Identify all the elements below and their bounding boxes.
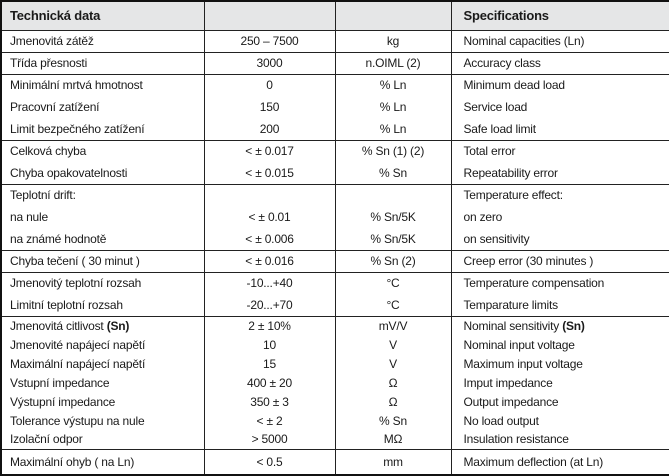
cell-unit: % Sn [335,162,451,184]
cell-czech-label: Chyba opakovatelnosti [10,165,128,180]
cell-english-label: Maximum deflection (at Ln) [451,449,669,475]
cell-english-label: Nominal sensitivity (Sn) [451,316,669,335]
cell-english-label: Repeatability error [451,162,669,184]
cell-unit: V [335,335,451,354]
table-row [1,294,669,316]
cell-czech-label: Pracovní zatížení [10,100,100,114]
cell-value: 10 [204,335,335,354]
cell-czech-label: Jmenovité napájecí napětí [10,337,146,352]
cell-czech-label: Teplotní drift: [1,184,204,206]
table-row [1,354,669,373]
cell-value: < 0.5 [204,449,335,475]
cell-czech-label: Vstupní impedance [10,375,110,390]
table-row [1,228,669,250]
cell-english-label: Insulation resistance [451,430,669,449]
table-row [1,52,669,74]
cell-czech-label: Minimální mrtvá hmotnost [1,74,204,96]
cell-value: 200 [204,118,335,140]
cell-unit: °C [335,294,451,316]
cell-english-label: Nominal capacities (Ln) [451,30,669,52]
table-row [1,272,669,294]
cell-english-label: on sensitivity [451,228,669,250]
table-row [1,392,669,411]
cell-unit: mm [335,449,451,475]
table-row [1,118,669,140]
cell-english-label: Temparature limits [451,294,669,316]
cell-czech-label: na známé hodnotě [10,231,107,246]
cell-unit: kg [335,30,451,52]
cell-unit: % Sn/5K [335,228,451,250]
cell-czech-label: na nule [10,210,48,224]
cell-value: < ± 0.016 [204,250,335,272]
cell-value: < ± 0.006 [204,228,335,250]
cell-english-label: Service load [451,96,669,118]
table-row [1,140,669,162]
header-row [1,1,669,30]
cell-czech-label: Limitní teplotní rozsah [10,297,123,312]
cell-czech-label: Maximální napájecí napětí [10,356,146,371]
table-row [1,316,669,335]
cell-english-label: on zero [451,206,669,228]
cell-english-label: Accuracy class [451,52,669,74]
table-row [1,411,669,430]
cell-unit: % Ln [335,118,451,140]
cell-czech-label: Jmenovitá zátěž [1,30,204,52]
table-row [1,335,669,354]
cell-unit: V [335,354,451,373]
cell-value: 250 – 7500 [204,30,335,52]
cell-english-label: Maximum input voltage [451,354,669,373]
cell-value: 0 [204,74,335,96]
cell-english-label: Nominal input voltage [451,335,669,354]
cell-value [204,184,335,206]
cell-unit: n.OIML (2) [335,52,451,74]
cell-value: < ± 0.015 [204,162,335,184]
cell-czech-label: Tolerance výstupu na nule [10,413,145,428]
cell-english-label: No load output [451,411,669,430]
cell-english-label: Creep error (30 minutes ) [451,250,669,272]
cell-unit: mV/V [335,316,451,335]
cell-unit [335,184,451,206]
table-header [1,1,669,30]
table-row [1,373,669,392]
cell-unit: % Sn/5K [335,206,451,228]
table-row [1,449,669,475]
cell-czech-label: Limit bezpečného zatížení [10,121,145,136]
table-row [1,96,669,118]
cell-value: 350 ± 3 [204,392,335,411]
table-row [1,206,669,228]
cell-unit: Ω [335,392,451,411]
cell-czech-label: Výstupní impedance [10,394,116,409]
cell-value: 400 ± 20 [204,373,335,392]
table-row [1,30,669,52]
cell-value: 2 ± 10% [204,316,335,335]
cell-unit: Ω [335,373,451,392]
cell-value: < ± 0.017 [204,140,335,162]
cell-value: -20...+70 [204,294,335,316]
table-title-english: Specifications [451,1,669,30]
cell-english-label: Temperature compensation [451,272,669,294]
cell-english-label: Safe load limit [451,118,669,140]
cell-english-label: Minimum dead load [451,74,669,96]
cell-unit: % Sn (2) [335,250,451,272]
cell-value: 150 [204,96,335,118]
cell-english-label: Output impedance [451,392,669,411]
table-title-czech: Technická data [1,1,204,30]
cell-czech-label: Chyba tečení ( 30 minut ) [1,250,204,272]
table-row [1,162,669,184]
table-row [1,250,669,272]
table-row [1,430,669,449]
table-row [1,74,669,96]
cell-czech-label: Celková chyba [1,140,204,162]
header-unit-column [335,1,451,30]
cell-czech-label: Jmenovitý teplotní rozsah [1,272,204,294]
cell-value: -10...+40 [204,272,335,294]
cell-english-label: Total error [451,140,669,162]
cell-value: 3000 [204,52,335,74]
cell-value: < ± 0.01 [204,206,335,228]
cell-unit: % Ln [335,96,451,118]
cell-unit: % Sn (1) (2) [335,140,451,162]
cell-unit: % Sn [335,411,451,430]
cell-unit: % Ln [335,74,451,96]
table-row [1,184,669,206]
spec-table-body [1,30,669,475]
cell-czech-label: Izolační odpor [10,432,83,447]
cell-value: 15 [204,354,335,373]
cell-unit: MΩ [335,430,451,449]
cell-english-label: Temperature effect: [451,184,669,206]
cell-czech-label: Jmenovitá citlivost (Sn) [1,316,204,335]
cell-unit: °C [335,272,451,294]
cell-value: < ± 2 [204,411,335,430]
cell-value: > 5000 [204,430,335,449]
cell-english-label: Imput impedance [451,373,669,392]
cell-czech-label: Třída přesnosti [1,52,204,74]
header-value-column [204,1,335,30]
cell-czech-label: Maximální ohyb ( na Ln) [1,449,204,475]
